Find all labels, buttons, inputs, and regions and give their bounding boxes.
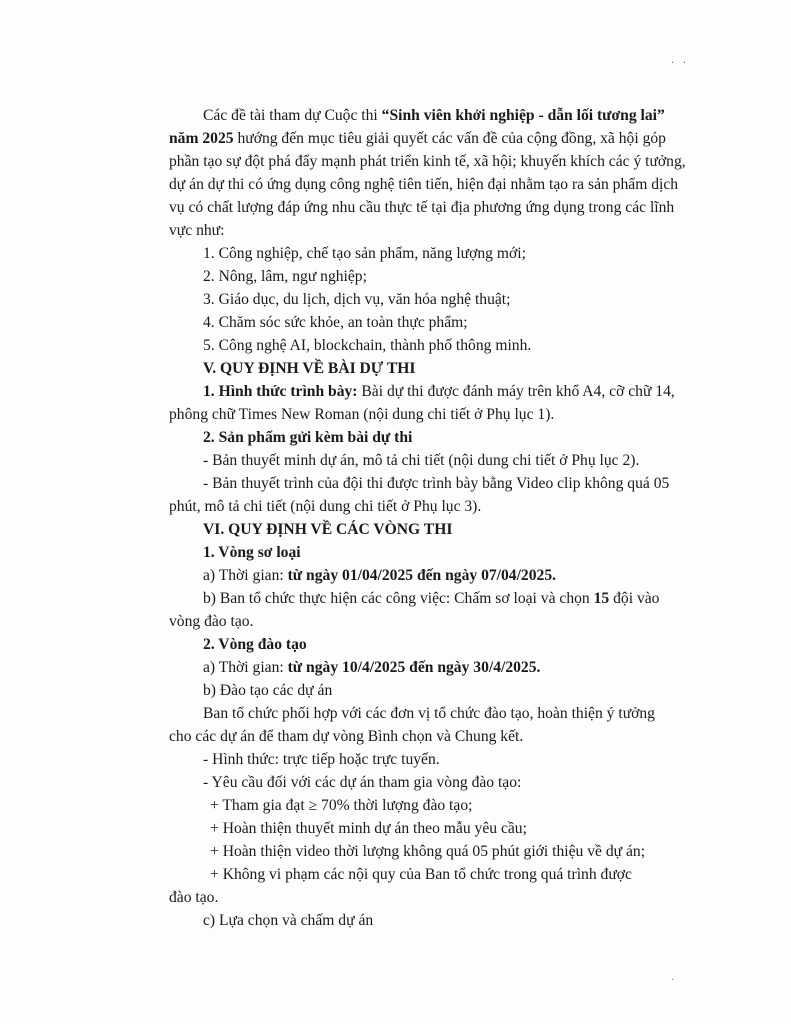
field-item: 5. Công nghệ AI, blockchain, thành phố thông minh. (203, 337, 532, 354)
intro-line-1 (203, 106, 665, 126)
intro-line-2 (169, 129, 666, 149)
time-label: a) Thời gian: (203, 659, 288, 676)
product-item: - Bản thuyết minh dự án, mô tả chi tiết (nội dung chi tiết ở Phụ lục 2). (203, 452, 640, 469)
field-item: 1. Công nghiệp, chế tạo sản phẩm, năng lượng mới; (203, 245, 526, 262)
team-count: 15 (593, 590, 610, 607)
form-text: Bài dự thi được đánh máy trên khổ A4, cỡ chữ 14, (357, 383, 675, 400)
field-item: 4. Chăm sóc sức khỏe, an toàn thực phẩm; (203, 314, 468, 331)
requirement-item: + Hoàn thiện thuyết minh dự án theo mẫu yêu cầu; (210, 820, 527, 837)
training-heading: b) Đào tạo các dự án (203, 682, 333, 699)
round-1-task (203, 589, 659, 609)
field-item: 2. Nông, lâm, ngư nghiệp; (203, 268, 367, 285)
training-format: - Hình thức: trực tiếp hoặc trực tuyến. (203, 751, 440, 768)
intro-line-3: phần tạo sự đột phá đẩy mạnh phát triển kinh tế, xã hội; khuyến khích các ý tưởng, (169, 153, 686, 170)
intro-line-6: vực như: (169, 222, 225, 239)
time-range: từ ngày 10/4/2025 đến ngày 30/4/2025. (287, 659, 541, 676)
training-line-2: cho các dự án để tham dự vòng Bình chọn và Chung kết. (169, 728, 524, 745)
contest-year: năm 2025 (169, 130, 234, 147)
requirement-item: + Không vi phạm các nội quy của Ban tổ chức trong quá trình được (210, 866, 632, 883)
product-item-cont: phút, mô tả chi tiết (nội dung chi tiết ở Phụ lục 3). (169, 498, 482, 515)
intro-text: hướng đến mục tiêu giải quyết các vấn đề của cộng đồng, xã hội góp (233, 130, 666, 147)
section-6-heading (203, 520, 452, 540)
task-text: b) Ban tổ chức thực hiện các công việc: Chấm sơ loại và chọn (203, 590, 594, 607)
round-2-time (203, 658, 540, 678)
intro-line-4: dự án dự thi có ứng dụng công nghệ tiên tiến, hiện đại nhằm tạo ra sản phẩm dịch (169, 176, 679, 193)
time-label: a) Thời gian: (203, 567, 288, 584)
requirement-item-cont: đào tạo. (169, 889, 219, 906)
time-range: từ ngày 01/04/2025 đến ngày 07/04/2025. (287, 567, 557, 584)
heading-text: 2. Sản phẩm gửi kèm bài dự thi (203, 429, 413, 446)
scan-artifact-icon: · (671, 975, 675, 986)
round-1-task-cont: vòng đào tạo. (169, 613, 254, 630)
round-1-heading (203, 543, 301, 563)
heading-text: 2. Vòng đào tạo (203, 636, 307, 653)
round-2-heading (203, 635, 307, 655)
selection-heading: c) Lựa chọn và chấm dự án (203, 912, 374, 929)
training-line-1: Ban tổ chức phối hợp với các đơn vị tổ chức đào tạo, hoàn thiện ý tưởng (203, 705, 655, 722)
products-heading (203, 428, 412, 448)
section-5-heading (203, 359, 415, 379)
requirement-item: + Tham gia đạt ≥ 70% thời lượng đào tạo; (210, 797, 473, 814)
intro-text: Các đề tài tham dự Cuộc thi (203, 107, 382, 124)
scan-artifact-icon: · · (671, 58, 690, 69)
round-1-time (203, 566, 556, 586)
heading-text: VI. QUY ĐỊNH VỀ CÁC VÒNG THI (203, 521, 453, 538)
product-item: - Bản thuyết trình của đội thi được trình bày bằng Video clip không quá 05 (203, 475, 670, 492)
form-line-1 (203, 382, 675, 402)
requirement-item: + Hoàn thiện video thời lượng không quá 05 phút giới thiệu về dự án; (210, 843, 646, 860)
form-label: 1. Hình thức trình bày: (203, 383, 358, 400)
requirements-heading: - Yêu cầu đối với các dự án tham gia vòng đào tạo: (203, 774, 522, 791)
heading-text: 1. Vòng sơ loại (203, 544, 301, 561)
intro-line-5: vụ có chất lượng đáp ứng nhu cầu thực tế tại địa phương ứng dụng trong các lĩnh (169, 199, 675, 216)
field-item: 3. Giáo dục, du lịch, dịch vụ, văn hóa nghệ thuật; (203, 291, 511, 308)
heading-text: V. QUY ĐỊNH VỀ BÀI DỰ THI (203, 360, 416, 377)
task-text: đội vào (609, 590, 660, 607)
form-line-2: phông chữ Times New Roman (nội dung chi tiết ở Phụ lục 1). (169, 406, 555, 423)
contest-name: “Sinh viên khởi nghiệp - dẫn lối tương lai” (381, 107, 665, 124)
